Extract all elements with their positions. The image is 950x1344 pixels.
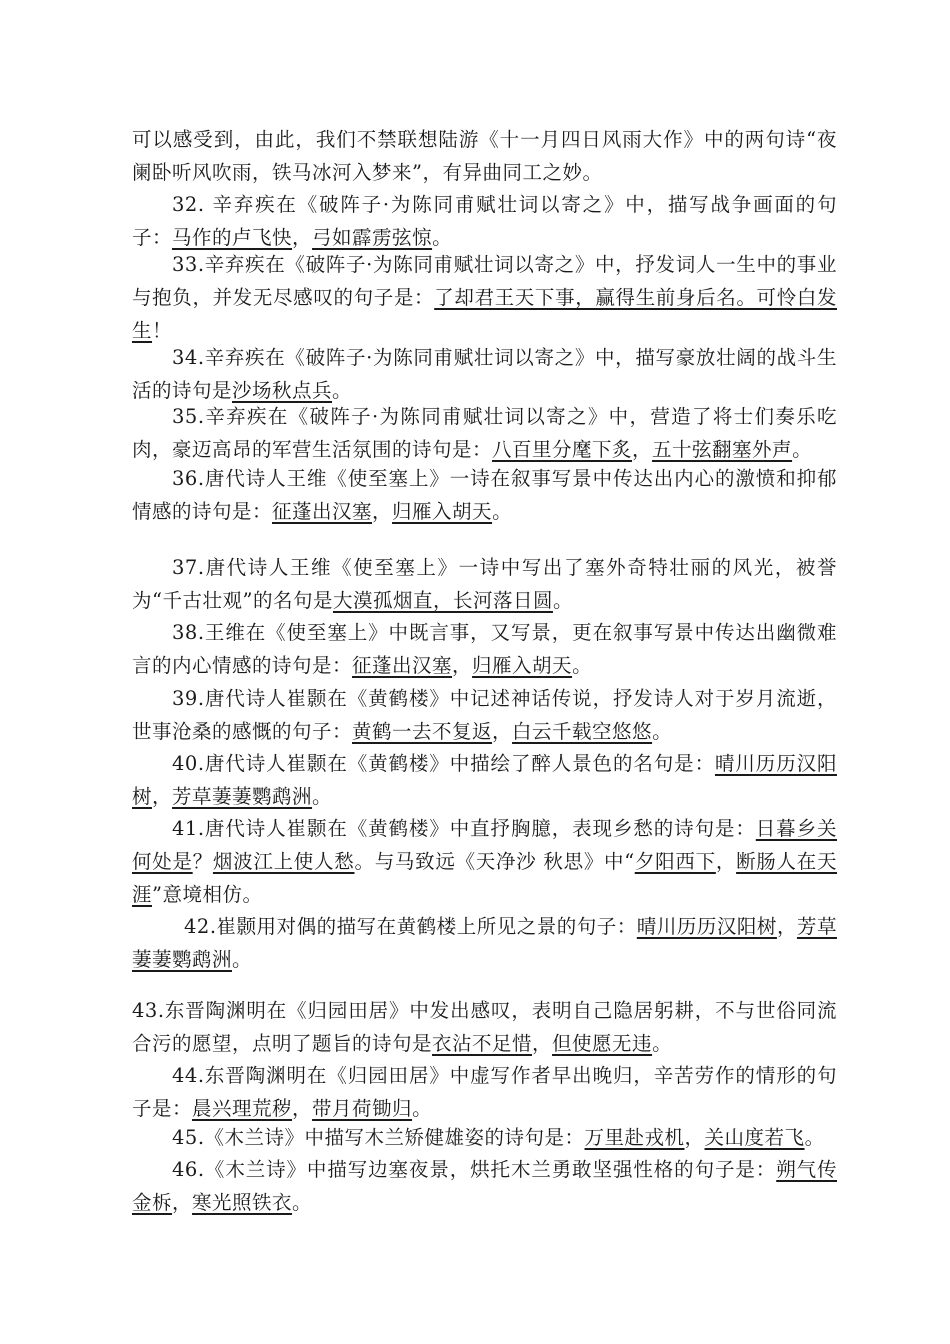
paragraph-33: 33.辛弃疾在《破阵子·为陈同甫赋壮词以寄之》中，抒发词人一生中的事业与抱负，并发无尽感叹的句子是：了却君王天下事，赢得生前身后名。可怜白发生！ [132,253,837,342]
answer-text: 芳草萋萋鹦鹉洲 [172,785,313,808]
answer-text: 衣沾不足惜 [432,1032,533,1055]
answer-text: 夕阳西下 [634,850,716,873]
answer-text: 征蓬出汉塞 [272,500,373,523]
answer-text: 沙场秋点兵 [232,379,333,402]
answer-text: 朔气传金柝 [132,1158,837,1214]
paragraph-44: 44.东晋陶渊明在《归园田居》中虚写作者早出晚归，辛苦劳作的情形的句子是：晨兴理荒秽，带月荷锄归。 [132,1064,837,1120]
paragraph-38: 38.王维在《使至塞上》中既言事，又写景，更在叙事写景中传达出幽微难言的内心情感的诗句是：征蓬出汉塞，归雁入胡天。 [132,621,837,677]
answer-text: 弓如霹雳弦惊 [312,226,433,249]
answer-text: 带月荷锄归 [312,1097,413,1120]
answer-text: 归雁入胡天 [392,500,493,523]
answer-text: 白云千载空悠悠 [512,720,653,743]
paragraph-39: 39.唐代诗人崔颢在《黄鹤楼》中记述神话传说，抒发诗人对于岁月流逝，世事沧桑的感慨的句子：黄鹤一去不复返，白云千载空悠悠。 [132,687,837,743]
answer-text: 晴川历历汉阳树 [132,752,837,808]
paragraph-43: 43.东晋陶渊明在《归园田居》中发出感叹，表明自己隐居躬耕，不与世俗同流合污的愿望，点明了题旨的诗句是衣沾不足惜，但使愿无违。 [132,999,837,1055]
paragraph-40: 40.唐代诗人崔颢在《黄鹤楼》中描绘了醉人景色的名句是：晴川历历汉阳树，芳草萋萋鹦鹉洲。 [132,752,837,808]
answer-text: 晨兴理荒秽 [192,1097,293,1120]
paragraph-37: 37.唐代诗人王维《使至塞上》一诗中写出了塞外奇特壮丽的风光，被誉为“千古壮观”的名句是大漠孤烟直，长河落日圆。 [132,556,837,612]
answer-text: 大漠孤烟直，长河落日圆 [332,589,553,612]
paragraph-46: 46.《木兰诗》中描写边塞夜景，烘托木兰勇敢坚强性格的句子是：朔气传金柝，寒光照铁衣。 [132,1158,837,1214]
paragraph-41: 41.唐代诗人崔颢在《黄鹤楼》中直抒胸臆，表现乡愁的诗句是：日暮乡关何处是？烟波江上使人愁。与马致远《天净沙 秋思》中“夕阳西下，断肠人在天涯”意境相仿。 [132,817,837,906]
answer-text: 黄鹤一去不复返 [352,720,493,743]
answer-text: 征蓬出汉塞 [352,654,453,677]
paragraph-45: 45.《木兰诗》中描写木兰矫健雄姿的诗句是：万里赴戎机，关山度若飞。 [172,1126,825,1149]
answer-text: 了却君王天下事，赢得生前身后名。可怜白发生 [132,286,837,342]
answer-text: 芳草萋萋鹦鹉洲 [132,915,837,971]
answer-text: 万里赴戎机 [584,1126,685,1149]
answer-text: 晴川历历汉阳树 [636,915,777,938]
paragraph-36: 36.唐代诗人王维《使至塞上》一诗在叙事写景中传达出内心的激愤和抑郁情感的诗句是：征蓬出汉塞，归雁入胡天。 [132,467,837,523]
paragraph-31-continued: 可以感受到，由此，我们不禁联想陆游《十一月四日风雨大作》中的两句诗“夜阑卧听风吹雨，铁马冰河入梦来”，有异曲同工之妙。 [132,128,837,184]
answer-text: 马作的卢飞快 [172,226,293,249]
answer-text: 日暮乡关何处是 [132,817,837,873]
paragraph-35: 35.辛弃疾在《破阵子·为陈同甫赋壮词以寄之》中，营造了将士们奏乐吃肉，豪迈高昂的军营生活氛围的诗句是：八百里分麾下炙，五十弦翻塞外声。 [132,405,837,461]
answer-text: 关山度若飞 [704,1126,805,1149]
answer-text: 寒光照铁衣 [192,1191,293,1214]
answer-text: 八百里分麾下炙 [492,438,633,461]
paragraph-34: 34.辛弃疾在《破阵子·为陈同甫赋壮词以寄之》中，描写豪放壮阔的战斗生活的诗句是沙场秋点兵。 [132,346,837,402]
answer-text: 归雁入胡天 [472,654,573,677]
answer-text: 五十弦翻塞外声 [652,438,793,461]
answer-text: 断肠人在天涯 [132,850,837,906]
answer-text: 但使愿无违 [552,1032,653,1055]
answer-text: 烟波江上使人愁 [212,850,355,873]
paragraph-32: 32. 辛弃疾在《破阵子·为陈同甫赋壮词以寄之》中，描写战争画面的句子：马作的卢飞快，弓如霹雳弦惊。 [132,193,837,249]
paragraph-42: 42.崔颢用对偶的描写在黄鹤楼上所见之景的句子：晴川历历汉阳树，芳草萋萋鹦鹉洲。 [132,915,837,971]
